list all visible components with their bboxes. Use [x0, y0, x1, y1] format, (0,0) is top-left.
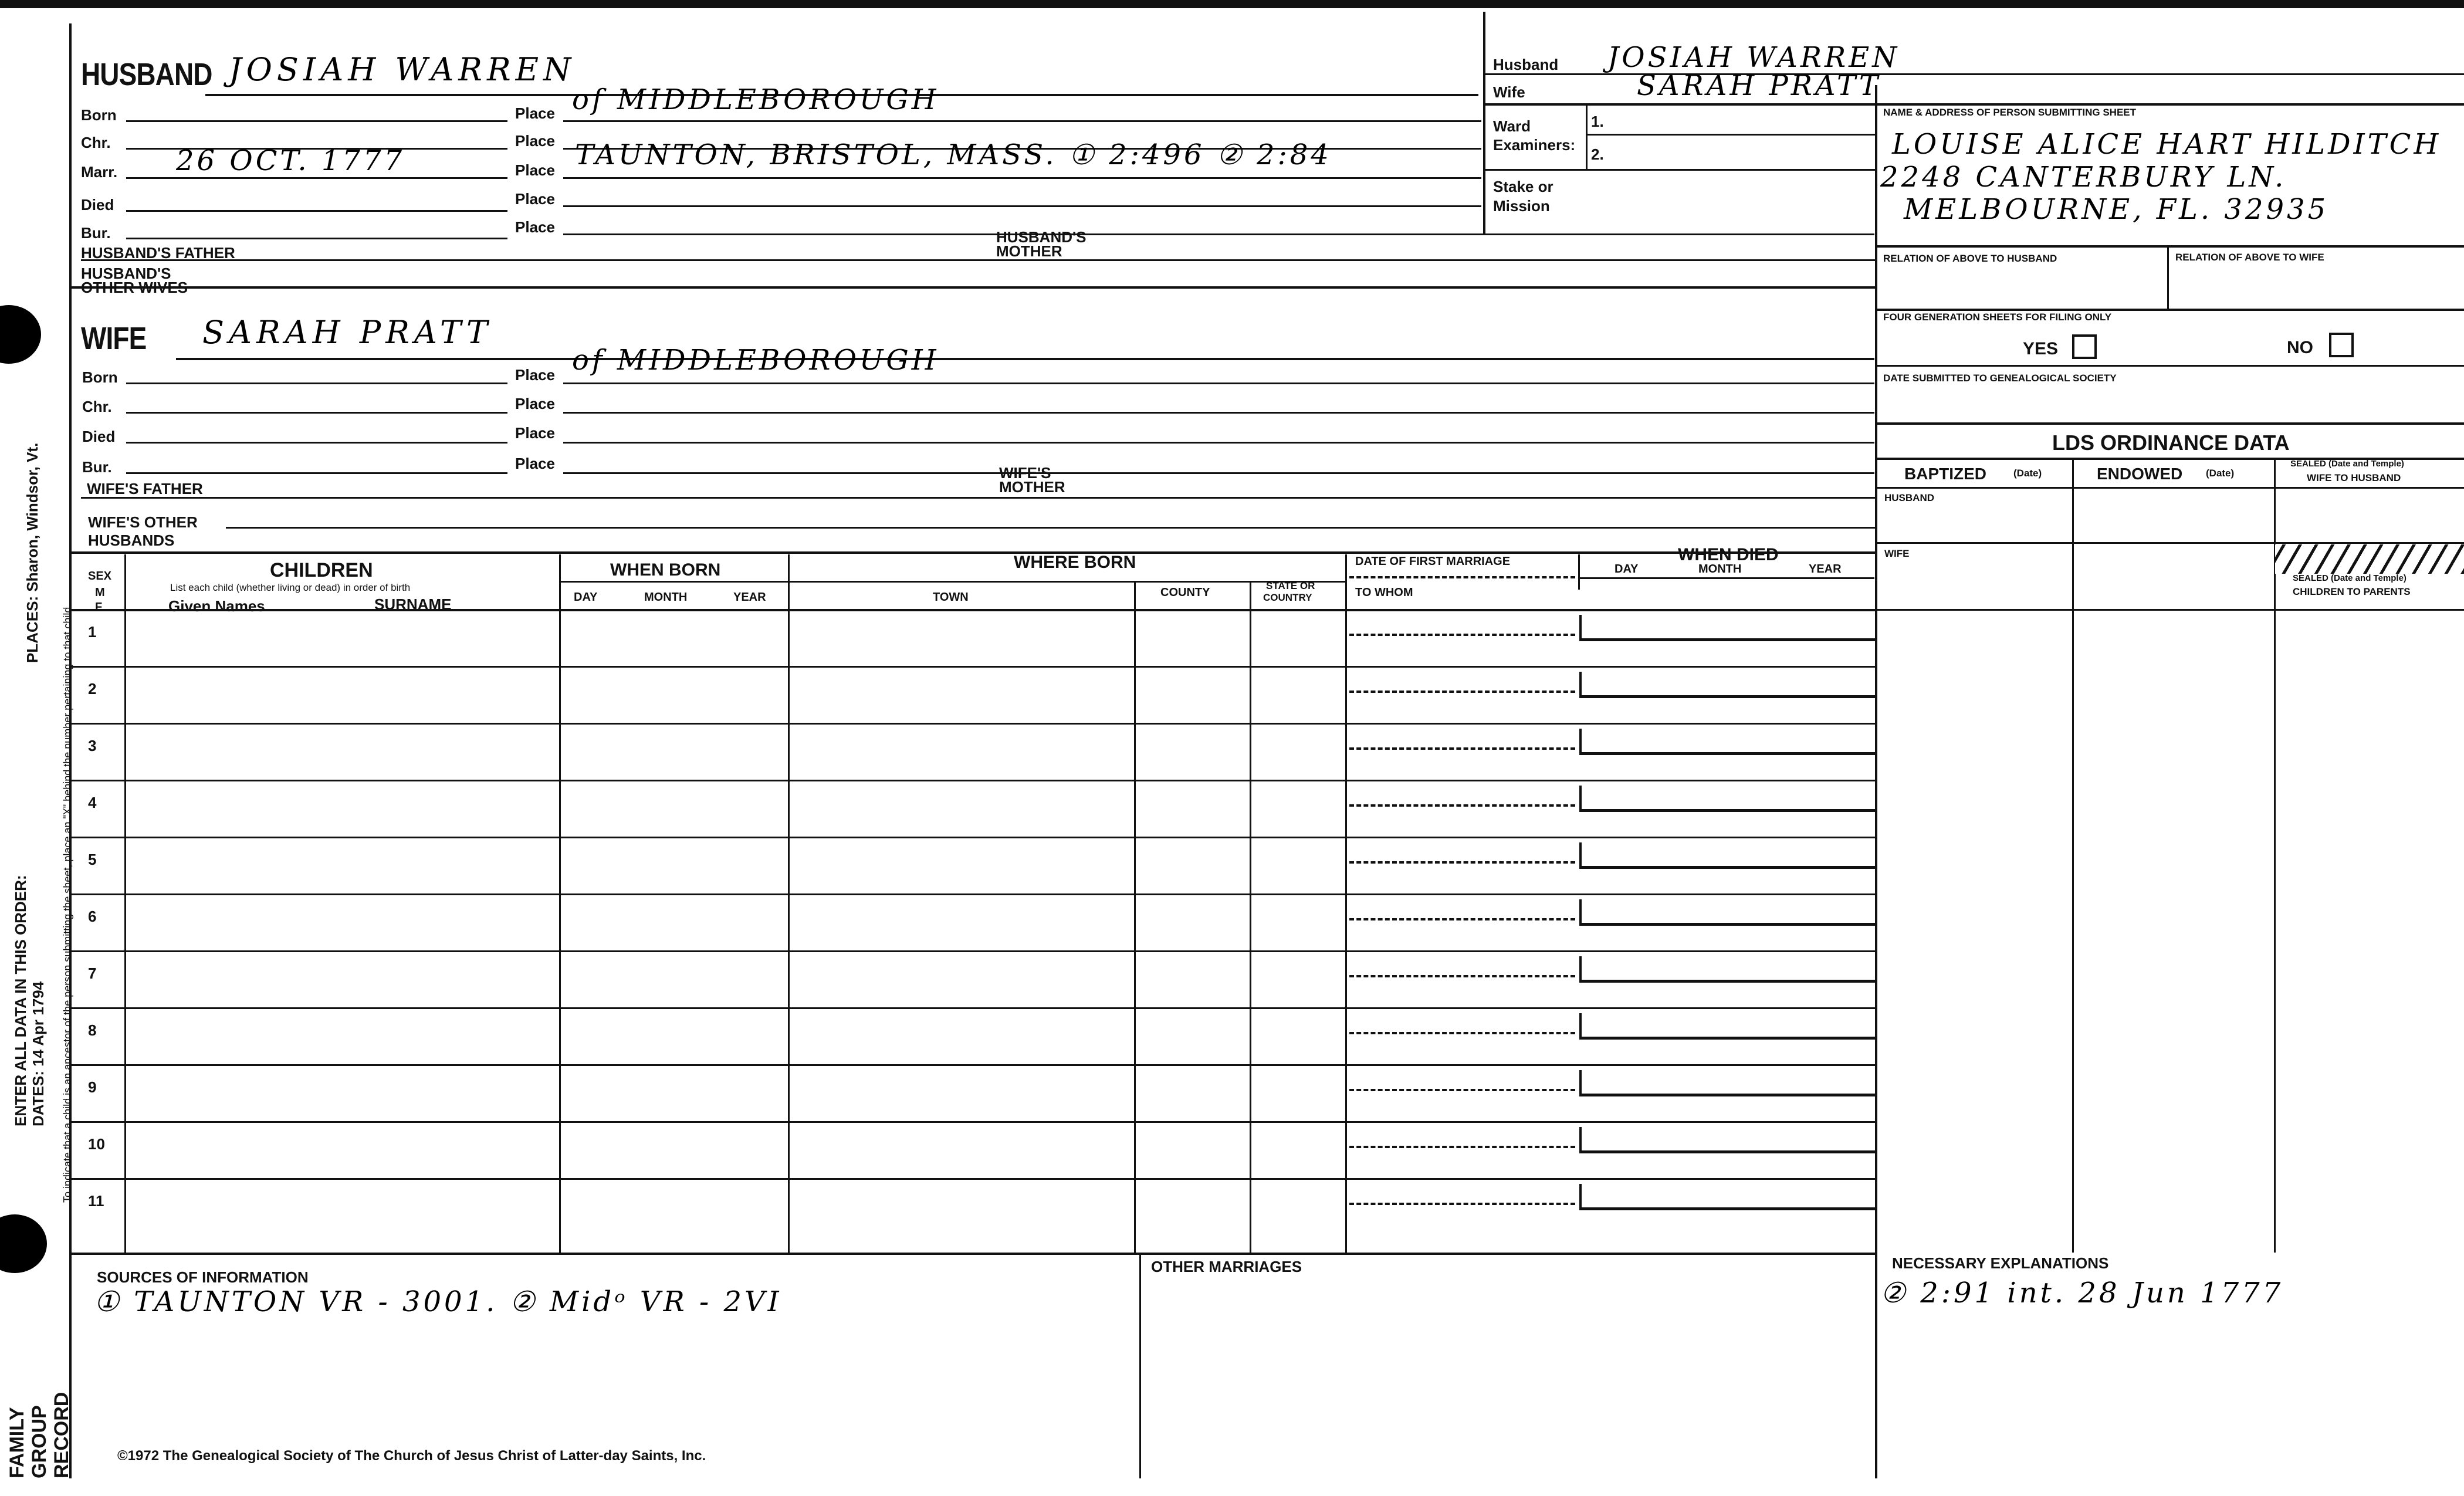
frame-divider-center [1483, 12, 1485, 97]
rp-stake-label-2: Mission [1493, 197, 1550, 215]
husband-heading: HUSBAND [81, 57, 212, 92]
col-died [1578, 554, 1580, 590]
col-state [1250, 581, 1251, 1253]
born-day-header: DAY [574, 591, 598, 604]
binder-hole-top [0, 305, 41, 364]
child-row-divider [69, 1064, 1875, 1066]
rp-examiner-divider [1586, 103, 1588, 169]
child-row-number: 3 [88, 737, 97, 754]
rp-wife-row-bottom [1875, 609, 2464, 611]
other-marriages-label: OTHER MARRIAGES [1151, 1258, 1302, 1275]
rp-husband-line [1484, 73, 2464, 75]
child-died-box[interactable] [1579, 956, 1877, 983]
husbands-other-wives-2: OTHER WIVES [81, 279, 188, 296]
child-died-box[interactable] [1579, 1184, 1877, 1210]
state-header-2: COUNTRY [1263, 592, 1312, 603]
husband-born-place[interactable]: of MIDDLEBOROUGH [572, 83, 939, 116]
child-died-box[interactable] [1579, 729, 1877, 755]
rp-ward-label: Ward [1493, 117, 1531, 135]
wifes-father-line [81, 497, 1875, 499]
rp-examiners-bottom [1484, 169, 1875, 171]
rp-wife-name[interactable]: SARAH PRATT [1637, 69, 1881, 102]
husbands-father-line [81, 259, 1875, 261]
wife-born-place[interactable]: of MIDDLEBOROUGH [572, 344, 939, 377]
child-marriage-dash [1349, 861, 1575, 864]
child-marriage-dash [1349, 1146, 1575, 1148]
husband-died-place-label: Place [515, 190, 555, 208]
child-died-box[interactable] [1579, 672, 1877, 698]
child-row-divider [69, 723, 1875, 725]
wife-chr-place-label: Place [515, 395, 555, 412]
given-names-header: Given Names [168, 597, 265, 615]
rp-lds-col-1 [2072, 458, 2074, 1253]
child-row-divider [69, 1121, 1875, 1123]
child-row-number: 1 [88, 623, 97, 641]
children-subtitle: List each child (whether living or dead) in order of birth [170, 582, 411, 593]
col-born [559, 554, 561, 1253]
child-marriage-dash [1349, 691, 1575, 693]
husband-born-place-line [563, 120, 1481, 122]
when-born-underline [559, 581, 1345, 583]
husband-bur-place-line [563, 233, 1874, 235]
child-row-divider [69, 1178, 1875, 1180]
rp-husband-label: Husband [1493, 56, 1559, 73]
col-sex [124, 554, 126, 1253]
wife-died-place-line [563, 442, 1874, 444]
husband-marr-place-line [563, 177, 1481, 179]
wife-chr-place-line [563, 412, 1874, 414]
child-died-box[interactable] [1579, 786, 1877, 812]
margin-dates: DATES: 14 Apr 1794 [29, 981, 47, 1126]
town-header: TOWN [933, 591, 969, 604]
child-row-divider [69, 666, 1875, 668]
wife-bur-line [126, 472, 507, 474]
rp-date-submitted: DATE SUBMITTED TO GENEALOGICAL SOCIETY [1883, 373, 2117, 384]
husbands-father-label: HUSBAND'S FATHER [81, 244, 235, 262]
husbands-other-wives-1: HUSBAND'S [81, 265, 171, 282]
child-row-divider [69, 780, 1875, 781]
rp-date-submitted-bottom [1875, 422, 2464, 425]
rp-wife-label: Wife [1493, 83, 1525, 101]
rp-wife-row: WIFE [1884, 548, 1910, 559]
col-marriage [1345, 554, 1347, 1253]
child-row-number: 4 [88, 794, 97, 811]
child-died-box[interactable] [1579, 1013, 1877, 1040]
rp-lds-title: LDS ORDINANCE DATA [2052, 431, 2290, 455]
child-row-number: 11 [88, 1192, 104, 1210]
husband-chr-label: Chr. [81, 134, 111, 151]
husband-born-place-label: Place [515, 104, 555, 122]
rp-submitter-bottom [1875, 245, 2464, 248]
husband-marr-line [126, 177, 507, 179]
wife-born-place-line [563, 383, 1874, 384]
wife-name-line [176, 358, 1874, 360]
child-died-box[interactable] [1579, 1127, 1877, 1153]
sex-header-3: F [95, 601, 103, 614]
rp-stake-label-1: Stake or [1493, 178, 1553, 195]
margin-places: PLACES: Sharon, Windsor, Vt. [23, 442, 41, 663]
frame-divider-right [1875, 85, 1877, 1478]
rp-no-label: NO [2287, 338, 2313, 357]
husbands-mother-label-1: HUSBAND'S [996, 228, 1087, 246]
rp-four-gen-bottom [1875, 365, 2464, 367]
wifes-other-husbands-line [226, 527, 1875, 529]
rp-submitter-line-2[interactable]: 2248 CANTERBURY LN. [1880, 161, 2287, 194]
rp-yes-label: YES [2023, 339, 2059, 358]
wife-bur-place-line [563, 472, 1874, 474]
husband-died-label: Died [81, 196, 114, 214]
rp-sealed-hatch [2275, 544, 2464, 574]
child-marriage-dash [1349, 804, 1575, 807]
husband-bur-line [126, 238, 507, 239]
child-marriage-dash [1349, 747, 1575, 750]
rp-baptized-date: (Date) [2013, 468, 2042, 479]
margin-indicate-note: To indicate that a child is an ancestor of the person submitting the sheet, place an "X" behind the number pertaining to that child. [62, 604, 73, 1203]
rp-explanations-value[interactable]: ② 2:91 int. 28 Jun 1777 [1880, 1277, 2284, 1309]
rp-relation-bottom [1875, 309, 2464, 311]
rp-relation-wife: RELATION OF ABOVE TO WIFE [2175, 252, 2324, 263]
child-row-divider [69, 950, 1875, 952]
husband-born-label: Born [81, 106, 117, 124]
husband-marr-label: Marr. [81, 163, 118, 181]
died-year-header: YEAR [1809, 563, 1842, 576]
binder-hole-bottom [0, 1214, 47, 1273]
child-marriage-dash [1349, 1203, 1575, 1205]
child-row-number: 10 [88, 1135, 105, 1153]
when-born-header: WHEN BORN [610, 560, 721, 580]
state-header-1: STATE OR [1266, 580, 1315, 591]
rp-submitter-line-1[interactable]: LOUISE ALICE HART HILDITCH [1892, 128, 2442, 161]
to-whom-header: TO WHOM [1355, 586, 1413, 599]
wife-born-line [126, 383, 507, 384]
husband-marr-place-label: Place [515, 161, 555, 179]
husband-marr-date[interactable]: 26 OCT. 1777 [176, 144, 405, 177]
child-row-number: 5 [88, 851, 97, 868]
rp-lds-header-bottom [1875, 487, 2464, 489]
wifes-mother-label-2: MOTHER [999, 478, 1065, 496]
husbands-mother-label-2: MOTHER [996, 242, 1062, 260]
child-died-box[interactable] [1579, 842, 1877, 869]
first-marriage-dash [1349, 576, 1575, 578]
frame-left [69, 23, 72, 1478]
sources-label: SOURCES OF INFORMATION [97, 1268, 309, 1286]
died-month-header: MONTH [1698, 563, 1742, 576]
rp-four-gen: FOUR GENERATION SHEETS FOR FILING ONLY [1883, 312, 2112, 323]
rp-endowed: ENDOWED [2097, 465, 2183, 483]
child-row-number: 7 [88, 964, 97, 982]
husband-bur-label: Bur. [81, 224, 111, 242]
wife-heading: WIFE [81, 321, 147, 356]
child-died-box[interactable] [1579, 615, 1877, 641]
child-row-number: 9 [88, 1078, 97, 1096]
rp-husband-row-bottom [1875, 542, 2464, 544]
wifes-other-husbands-2: HUSBANDS [88, 532, 175, 549]
when-died-header: WHEN DIED [1678, 545, 1779, 564]
rp-wife-line [1484, 103, 2464, 106]
rp-explanations-label: NECESSARY EXPLANATIONS [1892, 1254, 2109, 1272]
husband-name[interactable]: JOSIAH WARREN [229, 51, 576, 88]
sex-header-2: M [95, 586, 105, 599]
children-table-bottom [69, 1253, 1876, 1255]
husband-born-line [126, 120, 507, 122]
child-row-divider [69, 1007, 1875, 1009]
child-died-box[interactable] [1579, 899, 1877, 926]
rp-baptized: BAPTIZED [1904, 465, 1986, 483]
rp-relation-husband: RELATION OF ABOVE TO HUSBAND [1883, 253, 2057, 264]
wife-born-label: Born [82, 368, 118, 386]
husband-section-bottom [69, 286, 1876, 289]
rp-lds-col-2 [2274, 458, 2276, 1253]
rp-examiner-1-line [1586, 134, 1875, 136]
record-title-1: FAMILY [6, 1407, 28, 1478]
rp-husband-name[interactable]: JOSIAH WARREN [1607, 41, 1900, 74]
where-born-header: WHERE BORN [1014, 553, 1136, 572]
surname-header: SURNAME [374, 595, 452, 613]
child-marriage-dash [1349, 918, 1575, 920]
children-title: CHILDREN [270, 559, 373, 581]
col-county [1134, 581, 1136, 1253]
child-marriage-dash [1349, 975, 1575, 977]
wife-bur-label: Bur. [82, 458, 112, 476]
child-marriage-dash [1349, 1032, 1575, 1034]
child-row-number: 6 [88, 908, 97, 925]
rp-relation-divider [2167, 245, 2169, 309]
wife-chr-label: Chr. [82, 398, 112, 415]
wife-name[interactable]: SARAH PRATT [202, 314, 492, 351]
wife-bur-place-label: Place [515, 455, 555, 472]
husband-chr-place-label: Place [515, 132, 555, 150]
sex-header-1: SEX [88, 570, 112, 583]
husband-died-line [126, 210, 507, 212]
wifes-other-husbands-1: WIFE'S OTHER [88, 513, 198, 531]
born-year-header: YEAR [733, 591, 766, 604]
rp-husband-row: HUSBAND [1884, 492, 1934, 503]
margin-enter-all-data: ENTER ALL DATA IN THIS ORDER: [12, 875, 29, 1126]
wife-died-label: Died [82, 428, 116, 445]
sources-value[interactable]: ① TAUNTON VR - 3001. ② Midᵒ VR - 2VI [94, 1285, 782, 1318]
children-header-bottom [69, 609, 1876, 611]
died-day-header: DAY [1615, 563, 1639, 576]
record-title-2: GROUP [28, 1405, 50, 1478]
wifes-father-label: WIFE'S FATHER [87, 480, 203, 497]
rp-sealed-c2p-1: SEALED (Date and Temple) [2293, 573, 2407, 583]
rp-endowed-date: (Date) [2206, 468, 2235, 479]
first-marriage-header: DATE OF FIRST MARRIAGE [1355, 555, 1511, 568]
record-title-3: RECORD [50, 1392, 73, 1478]
child-row-number: 8 [88, 1021, 97, 1039]
rp-examiner-1: 1. [1591, 113, 1604, 130]
rp-sealed-w2h-2: WIFE TO HUSBAND [2307, 472, 2401, 483]
rp-sealed-c2p-2: CHILDREN TO PARENTS [2293, 586, 2411, 597]
husband-died-place-line [563, 205, 1481, 207]
child-marriage-dash [1349, 634, 1575, 636]
child-row-divider [69, 893, 1875, 895]
child-row-divider [69, 837, 1875, 838]
wife-chr-line [126, 412, 507, 414]
husband-bur-place-label: Place [515, 218, 555, 236]
yes-checkbox[interactable] [2072, 334, 2097, 359]
wife-died-line [126, 442, 507, 444]
rp-examiner-2: 2. [1591, 145, 1604, 163]
rp-submitter-line-3[interactable]: MELBOURNE, FL. 32935 [1904, 193, 2329, 226]
county-header: COUNTY [1160, 586, 1210, 599]
rp-submitter-label: NAME & ADDRESS OF PERSON SUBMITTING SHEET [1883, 107, 2137, 118]
wife-section-bottom [69, 551, 1876, 554]
no-checkbox[interactable] [2329, 333, 2354, 357]
copyright: ©1972 The Genealogical Society of The Church of Jesus Christ of Latter-day Saints, Inc. [117, 1448, 706, 1464]
wifes-mother-label-1: WIFE'S [999, 464, 1051, 482]
husband-marr-place[interactable]: TAUNTON, BRISTOL, MASS. ① 2:496 ② 2:84 [575, 138, 1332, 171]
rp-sealed-w2h-1: SEALED (Date and Temple) [2290, 459, 2404, 469]
child-died-box[interactable] [1579, 1070, 1877, 1096]
child-row-number: 2 [88, 680, 97, 698]
footer-divider [1139, 1253, 1141, 1478]
born-month-header: MONTH [644, 591, 688, 604]
col-town [788, 554, 790, 1253]
died-header-underline [1578, 577, 1874, 579]
wife-died-place-label: Place [515, 424, 555, 442]
child-marriage-dash [1349, 1089, 1575, 1091]
rp-examiners-label: Examiners: [1493, 136, 1576, 154]
wife-born-place-label: Place [515, 366, 555, 384]
top-edge [0, 0, 2464, 8]
rp-stake-left [1483, 97, 1485, 235]
